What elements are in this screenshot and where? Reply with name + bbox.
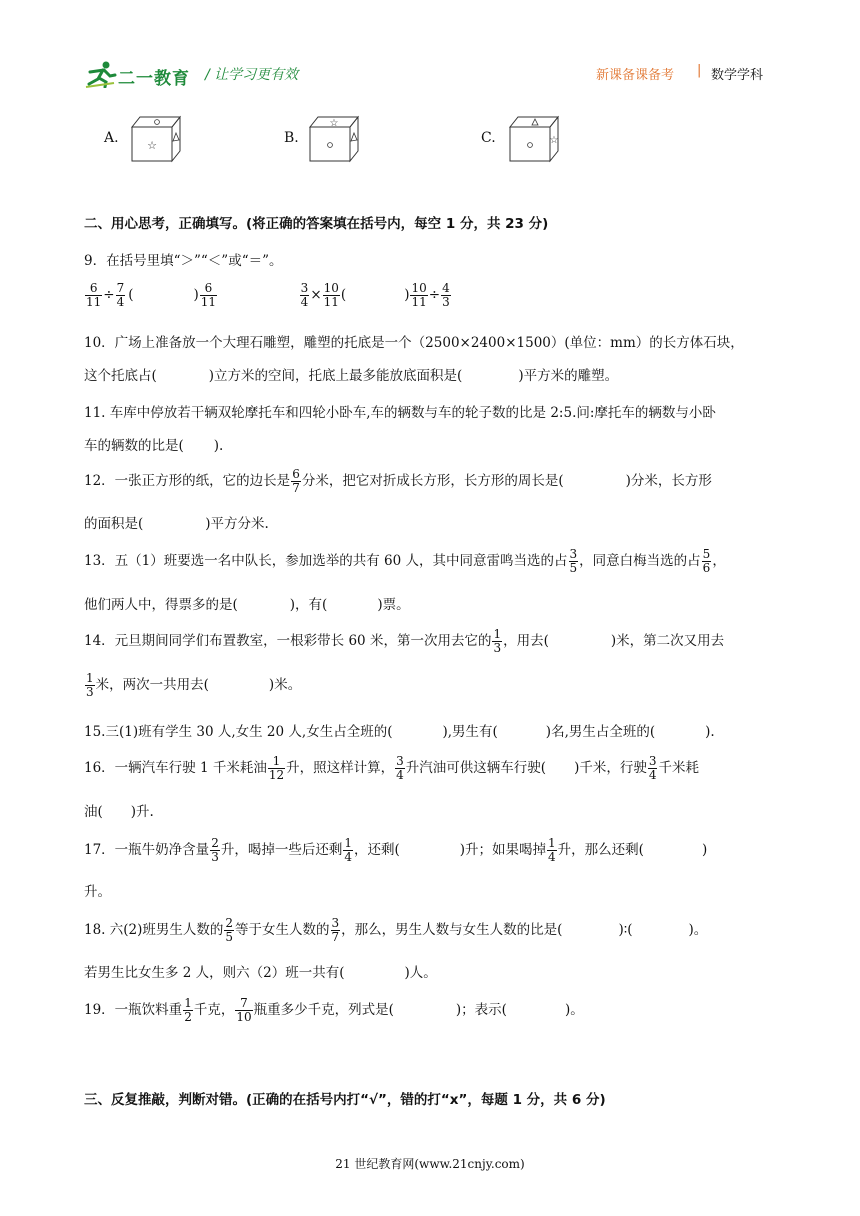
q15-line: 15.三(1)班有学生 30 人,女生 20 人,女生占全班的( ),男生有( )名,男生占全班的( ). bbox=[84, 724, 715, 740]
q17-line2: 升。 bbox=[84, 884, 111, 900]
option-c-label: C. bbox=[481, 130, 496, 146]
q18-line2: 若男生比女生多 2 人，则六（2）班一共有( )人。 bbox=[84, 965, 437, 981]
q10-line2: 这个托底占( )立方米的空间，托底上最多能放底面积是( )平方米的雕塑。 bbox=[84, 368, 619, 384]
fraction: $\frac{1}{4}$ bbox=[548, 836, 556, 864]
q16-line1: 16．一辆汽车行驶 1 千米耗油 $\frac{1}{12}$ 升，照这样计算， $\frac{3}{4}$ 升汽油可供这辆车行驶( )千米，行驶 $\frac{3}{4}$ 千米耗 bbox=[84, 754, 699, 782]
q19-line: 19．一瓶饮料重 $\frac{1}{2}$ 千克， $\frac{7}{10}$ 瓶重多少千克，列式是( )；表示( )。 bbox=[84, 996, 584, 1024]
cube-c-icon bbox=[506, 113, 562, 163]
section-2-title: 二、用心思考，正确填写。(将正确的答案填在括号内，每空 1 分，共 23 分) bbox=[84, 216, 549, 232]
q11-line2: 车的辆数的比是( ). bbox=[84, 438, 224, 454]
fraction: $\frac{6}{7}$ bbox=[292, 467, 300, 495]
option-b-label: B. bbox=[284, 130, 299, 146]
fraction: $\frac{7}{10}$ bbox=[236, 996, 252, 1024]
slogan: / 让学习更有效 bbox=[205, 67, 299, 83]
q17-line1: 17．一瓶牛奶净含量 $\frac{2}{3}$ 升，喝掉一些后还剩 $\frac{1}{4}$ ，还剩( )升；如果喝掉 $\frac{1}{4}$ 升，那么还剩( ) bbox=[84, 836, 708, 864]
q16-line2: 油( )升. bbox=[84, 804, 154, 820]
q10-line1: 10．广场上准备放一个大理石雕塑，雕塑的托底是一个（2500×2400×1500）(单位：mm）的长方体石块， bbox=[84, 335, 744, 351]
q9-expressions: $\frac{6}{11}$ ÷ $\frac{7}{4}$ ( ) $\frac{6}{11}$ $\frac{3}{4}$ × $\frac{10}{11}$ ( ) $\frac{10}{11}$ ÷ $\frac{4}{3}$ bbox=[86, 281, 450, 309]
fraction: $\frac{3}{4}$ bbox=[648, 754, 657, 782]
fraction: $\frac{1}{4}$ bbox=[344, 836, 352, 864]
svg-text:☆: ☆ bbox=[329, 118, 339, 129]
fraction: $\frac{3}{5}$ bbox=[569, 547, 578, 575]
header-subject: 数学学科 bbox=[711, 68, 764, 83]
svg-text:☆: ☆ bbox=[549, 135, 559, 146]
q14-line2: $\frac{1}{3}$ 米，两次一共用去( )米。 bbox=[86, 671, 302, 699]
cube-a-icon bbox=[128, 113, 184, 163]
svg-text:☆: ☆ bbox=[147, 139, 157, 152]
fraction: $\frac{10}{11}$ bbox=[323, 281, 339, 309]
fraction: $\frac{4}{3}$ bbox=[442, 281, 450, 309]
fraction: $\frac{7}{4}$ bbox=[116, 281, 125, 309]
q14-line1: 14．元旦期间同学们布置教室，一根彩带长 60 米，第一次用去它的 $\frac{1}{3}$ ，用去( )米，第二次又用去 bbox=[84, 627, 725, 655]
fraction: $\frac{2}{5}$ bbox=[225, 916, 234, 944]
header-course-label: 新课备课备考 bbox=[596, 68, 675, 83]
cube-b-icon bbox=[306, 113, 362, 163]
q12-line1: 12．一张正方形的纸，它的边长是 $\frac{6}{7}$ 分米，把它对折成长方形，长方形的周长是( )分米，长方形 bbox=[84, 467, 712, 495]
fraction: $\frac{1}{12}$ bbox=[268, 754, 285, 782]
q12-line2: 的面积是( )平方分米. bbox=[84, 516, 269, 532]
fraction: $\frac{5}{6}$ bbox=[702, 547, 711, 575]
q18-line1: 18. 六(2)班男生人数的 $\frac{2}{5}$ 等于女生人数的 $\frac{3}{7}$ ，那么，男生人数与女生人数的比是( )∶( )。 bbox=[84, 916, 708, 944]
fraction: $\frac{3}{7}$ bbox=[331, 916, 340, 944]
fraction: $\frac{6}{11}$ bbox=[86, 281, 102, 309]
q9-intro: 9．在括号里填“＞”“＜”或“＝”。 bbox=[84, 253, 283, 269]
header-separator: | bbox=[697, 63, 702, 78]
fraction: $\frac{6}{11}$ bbox=[200, 281, 217, 309]
fraction: $\frac{1}{3}$ bbox=[86, 671, 94, 699]
fraction: $\frac{3}{4}$ bbox=[300, 281, 309, 309]
brand-name: 二一教育 bbox=[118, 69, 190, 89]
q13-line2: 他们两人中，得票多的是( )，有( )票。 bbox=[84, 597, 410, 613]
runner-logo-icon bbox=[84, 60, 118, 88]
q13-line1: 13．五（1）班要选一名中队长，参加选举的共有 60 人，其中同意雷鸣当选的占 $\frac{3}{5}$ ，同意白梅当选的占 $\frac{5}{6}$ ， bbox=[84, 547, 726, 575]
page-footer: 21 世纪教育网(www.21cnjy.com) bbox=[335, 1157, 525, 1171]
fraction: $\frac{1}{2}$ bbox=[184, 996, 192, 1024]
fraction: $\frac{10}{11}$ bbox=[411, 281, 427, 309]
fraction: $\frac{3}{4}$ bbox=[396, 754, 404, 782]
q11-line1: 11. 车库中停放若干辆双轮摩托车和四轮小卧车,车的辆数与车的轮子数的比是 2:5.问:摩托车的辆数与小卧 bbox=[84, 405, 716, 421]
fraction: $\frac{1}{3}$ bbox=[493, 627, 502, 655]
option-a-label: A. bbox=[104, 130, 119, 146]
section-3-title: 三、反复推敲，判断对错。(正确的在括号内打“√”，错的打“x”，每题 1 分，共 6 分) bbox=[84, 1092, 606, 1108]
fraction: $\frac{2}{3}$ bbox=[211, 836, 219, 864]
